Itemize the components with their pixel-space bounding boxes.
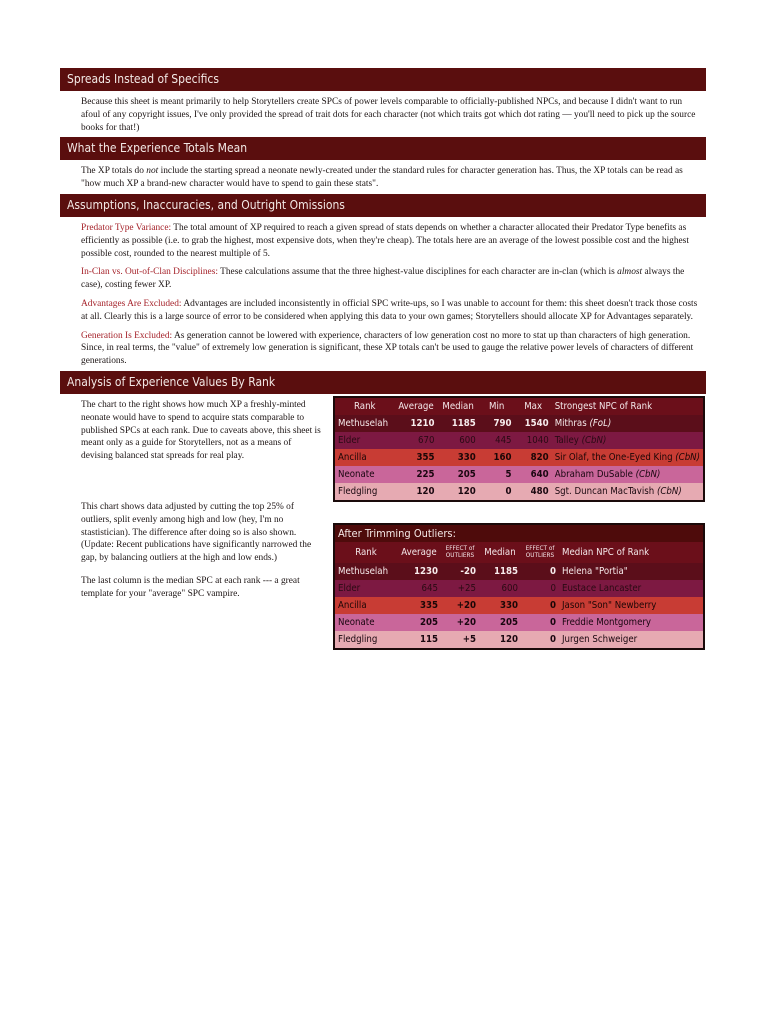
assumption-text: Advantages are included inconsistently in official SPC write-ups, so I was unable to account for them: this sheet doesn't track those costs at all. Clearly this is a large source of error to be considered when applying this data to your own games; Storytellers should allocate XP for Advantages separately. [81, 298, 698, 322]
average-cell: 1210 [395, 415, 438, 432]
average-cell: 335 [397, 597, 441, 614]
npc-source-tag: (CbN) [581, 434, 607, 446]
analysis-section [60, 394, 706, 694]
npc-cell: Jurgen Schweiger [559, 631, 704, 649]
median-cell: 330 [479, 597, 521, 614]
effect2-cell: 0 [521, 597, 559, 614]
rank-cell: Methuselah [334, 563, 397, 580]
npc-cell [552, 415, 704, 432]
npc-source-tag: (CbN) [657, 485, 682, 497]
col-min: Min [479, 397, 515, 415]
effect2-cell: 0 [521, 580, 559, 597]
rank-cell: Neonate [334, 614, 397, 631]
table-row [334, 449, 704, 466]
median-cell: 205 [479, 614, 521, 631]
rank-cell: Ancilla [334, 597, 397, 614]
col-median: Median [437, 397, 478, 415]
max-cell: 480 [515, 483, 552, 501]
assumption-text-end: always the case), costing fewer XP. [81, 267, 685, 291]
max-cell: 1040 [515, 432, 552, 449]
rank-cell: Methuselah [334, 415, 395, 432]
npc-source-tag: (CbN) [635, 468, 661, 480]
average-cell: 115 [397, 631, 441, 649]
effect-cell: +5 [441, 631, 479, 649]
average-cell: 1230 [397, 563, 441, 580]
table-row [334, 597, 704, 614]
effect-cell: +25 [441, 580, 479, 597]
table-row [334, 432, 704, 449]
rank-cell: Neonate [334, 466, 395, 483]
table-header-row [334, 542, 704, 563]
table-row [334, 415, 704, 432]
col-median-npc: Median NPC of Rank [559, 542, 704, 563]
table-title: After Trimming Outliers: [334, 524, 704, 542]
assumption-emphasis: almost [617, 267, 643, 278]
min-cell: 160 [479, 449, 515, 466]
effect-cell: +20 [441, 614, 479, 631]
min-cell: 790 [479, 415, 515, 432]
min-cell: 0 [479, 483, 515, 501]
section-header-spreads: Spreads Instead of Specifics [60, 68, 706, 91]
npc-name: Abraham DuSable [554, 468, 636, 480]
table-row [334, 466, 704, 483]
assumption-text: The total amount of XP required to reach a given spread of stats depends on whether a character allocated their Predator Type benefits as efficiently as possible (i.e. to grab the highest, most expensive dots, when they're cheap). The totals here are an average of the lowest possible cost and the highest possible cost, rounded to the nearest multiple of 5. [81, 222, 689, 259]
npc-cell: Eustace Lancaster [559, 580, 704, 597]
rank-cell: Ancilla [334, 449, 395, 466]
table-row [334, 631, 704, 649]
col-average: Average [397, 542, 441, 563]
min-cell: 445 [479, 432, 515, 449]
col-strongest-npc: Strongest NPC of Rank [552, 397, 704, 415]
effect-header-bottom: OUTLIERS [445, 551, 475, 560]
xp-text-emphasis: not [146, 166, 159, 177]
experience-totals-paragraph [60, 160, 706, 194]
npc-source-tag: (FoL) [589, 417, 612, 429]
effect-cell: +20 [441, 597, 479, 614]
xp-text-end: include the starting spread a neonate newly-created under the standard rules for character generation has. Thus, the XP totals can be read as "how much XP a brand-new character would have to spend to gain these stats". [81, 166, 683, 190]
table-row [334, 614, 704, 631]
col-rank: Rank [334, 542, 397, 563]
median-cell: 205 [437, 466, 478, 483]
analysis-paragraph-2: This chart shows data adjusted by cutting the top 25% of outliers, split evenly among high and low (hey, I'm no stastistician). The difference after doing so is also shown. (Update: Recent publications have significantly narrowed the gap, by balancing outliers at the high and low ends.) [81, 501, 312, 564]
average-cell: 355 [395, 449, 438, 466]
effect-header-top: EFFECT of [445, 544, 475, 553]
col-average: Average [395, 397, 438, 415]
median-cell: 600 [437, 432, 478, 449]
npc-cell [552, 449, 704, 466]
xp-text-start: The XP totals do [81, 166, 147, 177]
assumption-in-clan [60, 263, 706, 295]
assumption-generation [60, 327, 706, 371]
assumption-advantages [60, 295, 706, 327]
npc-cell [552, 483, 704, 501]
trimmed-outliers-table [333, 523, 705, 650]
section-header-experience-totals: What the Experience Totals Mean [60, 137, 706, 160]
col-max: Max [515, 397, 552, 415]
npc-cell [552, 432, 704, 449]
effect2-cell: 0 [521, 614, 559, 631]
npc-source-tag: (CbN) [675, 451, 700, 463]
assumption-label: Generation Is Excluded: [81, 330, 173, 341]
rank-cell: Fledgling [334, 483, 395, 501]
effect-header-bottom: OUTLIERS [525, 551, 555, 560]
table-title-row [334, 524, 704, 542]
median-cell: 1185 [437, 415, 478, 432]
min-cell: 5 [479, 466, 515, 483]
median-cell: 600 [479, 580, 521, 597]
analysis-text [60, 394, 321, 601]
max-cell: 820 [515, 449, 552, 466]
assumption-text: As generation cannot be lowered with experience, characters of low generation cost no more to stat up than characters of high generation. Since, in real terms, the "value" of extremely low generation is significant, these XP totals can't be used to gauge the relative power levels of characters of different generations. [81, 330, 694, 367]
median-cell: 330 [437, 449, 478, 466]
effect-cell: -20 [441, 563, 479, 580]
xp-by-rank-table [333, 396, 705, 502]
rank-cell: Elder [334, 432, 395, 449]
table-row [334, 563, 704, 580]
section-header-analysis: Analysis of Experience Values By Rank [60, 371, 706, 394]
analysis-paragraph-3: The last column is the median SPC at each rank --- a great template for your "average" SPC vampire. [81, 575, 300, 599]
col-effect-of-outliers [441, 542, 479, 563]
rank-cell: Fledgling [334, 631, 397, 649]
median-cell: 1185 [479, 563, 521, 580]
npc-name: Sir Olaf, the One-Eyed King [554, 451, 676, 463]
col-rank: Rank [334, 397, 395, 415]
max-cell: 640 [515, 466, 552, 483]
npc-cell: Jason "Son" Newberry [559, 597, 704, 614]
average-cell: 120 [395, 483, 438, 501]
assumption-label: Advantages Are Excluded: [81, 298, 182, 309]
section-header-assumptions: Assumptions, Inaccuracies, and Outright Omissions [60, 194, 706, 217]
npc-name: Mithras [554, 417, 590, 429]
median-cell: 120 [437, 483, 478, 501]
assumption-text: These calculations assume that the three highest-value disciplines for each character are in-clan (which is [217, 267, 618, 278]
npc-cell: Freddie Montgomery [559, 614, 704, 631]
assumption-predator-type [60, 217, 706, 263]
spreads-paragraph: Because this sheet is meant primarily to help Storytellers create SPCs of power levels comparable to officially-published NPCs, and because I didn't want to run afoul of any copyright issues, I've only provided the spread of trait dots for each character (not which traits got which dot rating — you'll need to pick up the source books for that!) [81, 97, 696, 133]
col-effect-of-outliers-2 [521, 542, 559, 563]
assumption-label: In-Clan vs. Out-of-Clan Disciplines: [81, 267, 218, 278]
effect2-cell: 0 [521, 631, 559, 649]
effect-header-top: EFFECT of [525, 544, 555, 553]
npc-name: Sgt. Duncan MacTavish [554, 485, 658, 497]
npc-cell: Helena "Portia" [559, 563, 704, 580]
col-median: Median [479, 542, 521, 563]
document-page [60, 68, 706, 694]
max-cell: 1540 [515, 415, 552, 432]
average-cell: 205 [397, 614, 441, 631]
analysis-paragraph-1: The chart to the right shows how much XP a freshly-minted neonate would have to spend to acquire stats comparable to published SPCs at each rank. Due to caveats above, this sheet is meant only as a guide for Storytellers, not as a means of devising balanced stat spreads for real play. [81, 399, 321, 462]
average-cell: 670 [395, 432, 438, 449]
table-header-row [334, 397, 704, 415]
effect2-cell: 0 [521, 563, 559, 580]
table-row [334, 483, 704, 501]
average-cell: 225 [395, 466, 438, 483]
assumption-label: Predator Type Variance: [81, 222, 172, 233]
npc-cell [552, 466, 704, 483]
table-row [334, 580, 704, 597]
rank-cell: Elder [334, 580, 397, 597]
average-cell: 645 [397, 580, 441, 597]
median-cell: 120 [479, 631, 521, 649]
npc-name: Talley [554, 434, 582, 446]
